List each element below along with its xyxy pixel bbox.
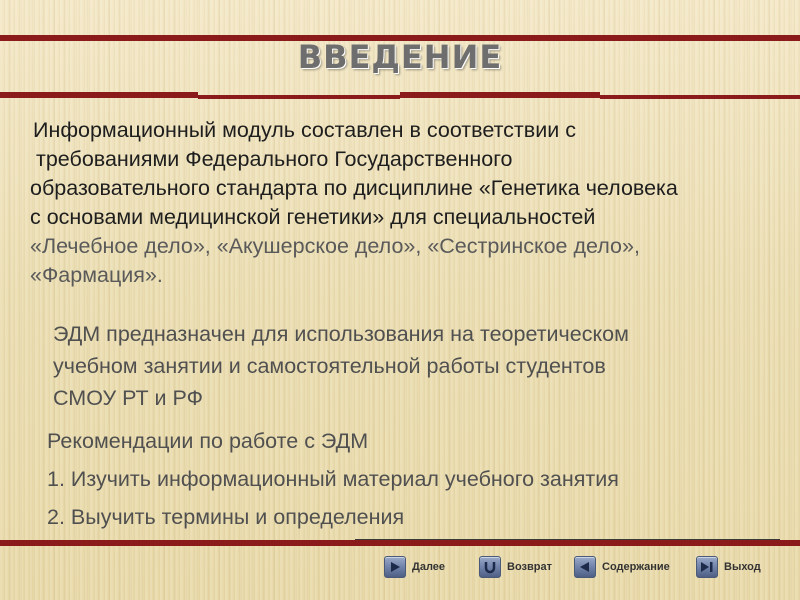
purpose-line: СМОУ РТ и РФ bbox=[53, 386, 203, 410]
intro-line: требованиями Федерального Государственного bbox=[36, 147, 513, 171]
title-underline-segment bbox=[0, 92, 198, 98]
return-button-label: Возврат bbox=[507, 561, 552, 573]
purpose-paragraph bbox=[53, 318, 753, 414]
recommendations-heading: Рекомендации по работе с ЭДМ bbox=[47, 429, 369, 453]
list-item: 1. Изучить информационный материал учебного занятия bbox=[47, 467, 619, 491]
next-button-label: Далее bbox=[412, 561, 446, 573]
intro-line: Информационный модуль составлен в соответствии с bbox=[33, 118, 576, 142]
skip-right-icon bbox=[696, 556, 718, 578]
intro-line: образовательного стандарта по дисциплине «Генетика человека bbox=[30, 176, 678, 200]
recommendations-list bbox=[47, 422, 767, 536]
intro-paragraph bbox=[30, 116, 775, 290]
purpose-line: ЭДМ предназначен для использования на теоретическом bbox=[53, 322, 629, 346]
return-button[interactable] bbox=[479, 554, 552, 580]
title-underline-segment bbox=[600, 95, 800, 99]
play-left-icon bbox=[574, 556, 596, 578]
slide-title: ВВЕДЕНИЕ bbox=[297, 38, 503, 76]
purpose-line: учебном занятии и самостоятельной работы студентов bbox=[53, 354, 606, 378]
title-underline-segment bbox=[198, 95, 400, 99]
next-button[interactable] bbox=[384, 554, 445, 580]
intro-line: «Лечебное дело», «Акушерское дело», «Сестринское дело», bbox=[30, 234, 640, 258]
intro-line: «Фармация». bbox=[30, 263, 163, 287]
play-right-icon bbox=[384, 556, 406, 578]
title-underline-segment bbox=[400, 92, 600, 98]
intro-line: с основами медицинской генетики» для специальностей bbox=[30, 205, 596, 229]
return-arrow-icon bbox=[479, 556, 501, 578]
contents-button[interactable] bbox=[574, 554, 670, 580]
exit-button-label: Выход bbox=[724, 561, 761, 573]
exit-button[interactable] bbox=[696, 554, 761, 580]
list-item: 2. Выучить термины и определения bbox=[47, 505, 405, 529]
contents-button-label: Содержание bbox=[602, 561, 670, 573]
bottom-accent-band bbox=[0, 540, 800, 546]
